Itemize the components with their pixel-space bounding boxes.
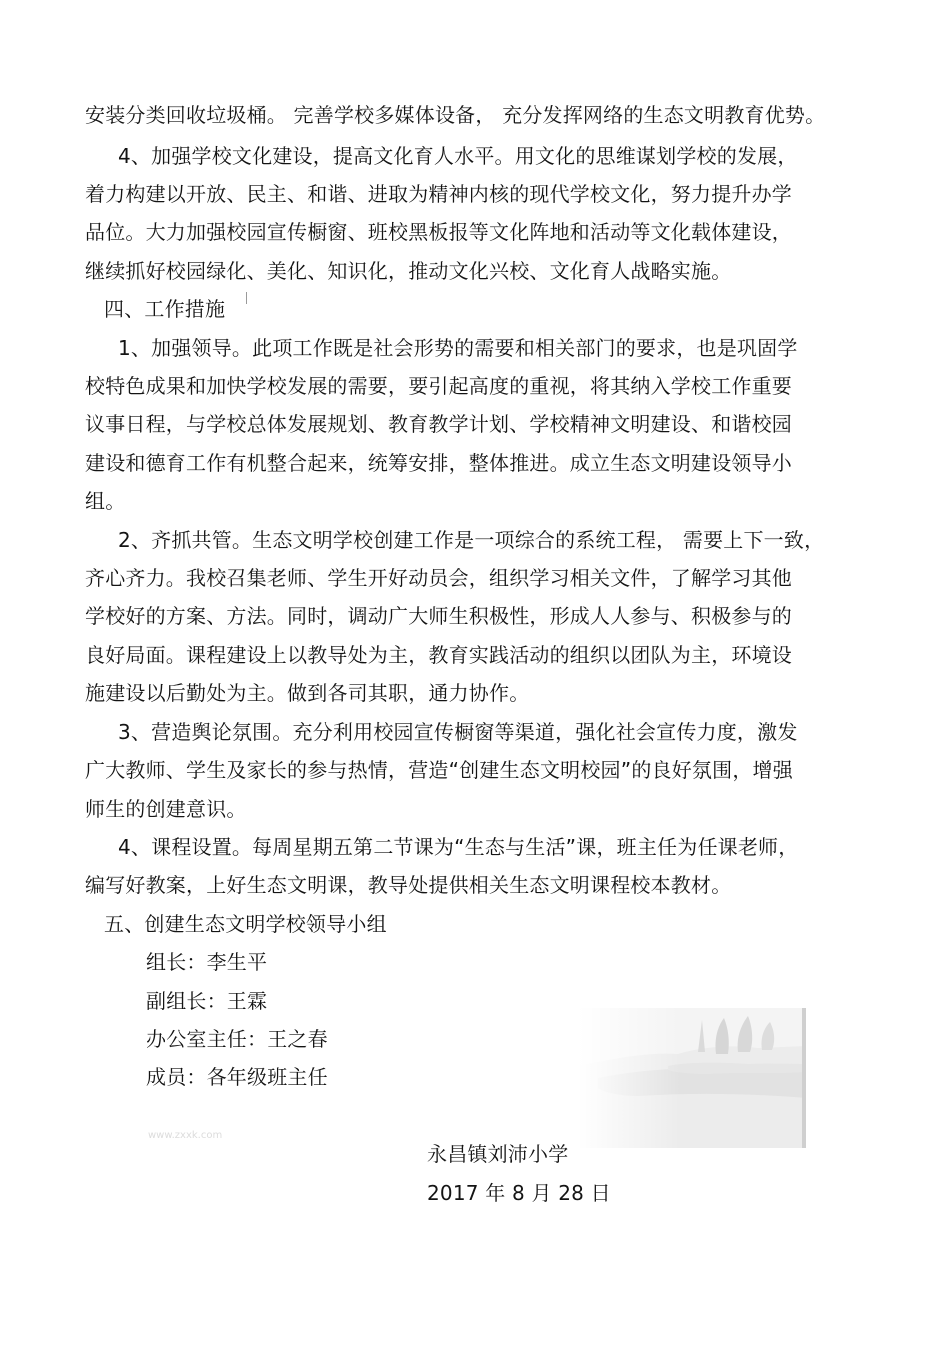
- text-line-16: 施建设以后勤处为主。做到各司其职，通力协作。: [85, 681, 530, 705]
- deputy-leader-line: 副组长：王霖: [146, 989, 268, 1013]
- text-cursor-mark: [246, 292, 247, 304]
- text-line-15: 良好局面。课程建设上以教导处为主，教育实践活动的组织以团队为主，环境设: [85, 643, 792, 667]
- signature-school: 永昌镇刘沛小学: [427, 1142, 569, 1166]
- text-line-3: 着力构建以开放、民主、和谐、进取为精神内核的现代学校文化，努力提升办学: [85, 182, 792, 206]
- members-line: 成员：各年级班主任: [146, 1065, 328, 1089]
- text-line-7: 1、加强领导。此项工作既是社会形势的需要和相关部门的要求，也是巩固学: [118, 336, 798, 360]
- text-line-17: 3、营造舆论氛围。充分利用校园宣传橱窗等渠道，强化社会宣传力度，激发: [118, 720, 798, 744]
- text-line-12: 2、齐抓共管。生态文明学校创建工作是一项综合的系统工程， 需要上下一致，: [118, 528, 825, 552]
- text-line-4: 品位。大力加强校园宣传橱窗、班校黑板报等文化阵地和活动等文化载体建设，: [85, 220, 792, 244]
- text-line-21: 编写好教案，上好生态文明课，教导处提供相关生态文明课程校本教材。: [85, 873, 732, 897]
- text-line-18: 广大教师、学生及家长的参与热情，营造“创建生态文明校园”的良好氛围，增强: [85, 758, 793, 782]
- section-heading-5: 五、创建生态文明学校领导小组: [104, 912, 387, 936]
- text-line-14: 学校好的方案、方法。同时，调动广大师生积极性，形成人人参与、积极参与的: [85, 604, 792, 628]
- landscape-watermark-image: [578, 1008, 806, 1148]
- text-line-20: 4、课程设置。每周星期五第二节课为“生态与生活”课，班主任为任课老师，: [118, 835, 799, 859]
- text-line-11: 组。: [85, 489, 126, 513]
- text-line-19: 师生的创建意识。: [85, 797, 247, 821]
- text-line-1: 安装分类回收垃圾桶。 完善学校多媒体设备， 充分发挥网络的生态文明教育优势。: [85, 103, 826, 127]
- text-line-5: 继续抓好校园绿化、美化、知识化，推动文化兴校、文化育人战略实施。: [85, 259, 732, 283]
- text-line-9: 议事日程，与学校总体发展规划、教育教学计划、学校精神文明建设、和谐校园: [85, 412, 792, 436]
- watermark-text: www.zxxk.com: [148, 1130, 223, 1141]
- text-line-8: 校特色成果和加快学校发展的需要，要引起高度的重视，将其纳入学校工作重要: [85, 374, 792, 398]
- office-director-line: 办公室主任：王之春: [146, 1027, 328, 1051]
- text-line-2: 4、加强学校文化建设，提高文化育人水平。用文化的思维谋划学校的发展，: [118, 144, 798, 168]
- text-line-10: 建设和德育工作有机整合起来，统筹安排，整体推进。成立生态文明建设领导小: [85, 451, 792, 475]
- section-heading-4: 四、工作措施: [104, 297, 226, 321]
- signature-date: 2017 年 8 月 28 日: [427, 1181, 611, 1205]
- leader-line: 组长：李生平: [146, 950, 268, 974]
- text-line-13: 齐心齐力。我校召集老师、学生开好动员会，组织学习相关文件，了解学习其他: [85, 566, 792, 590]
